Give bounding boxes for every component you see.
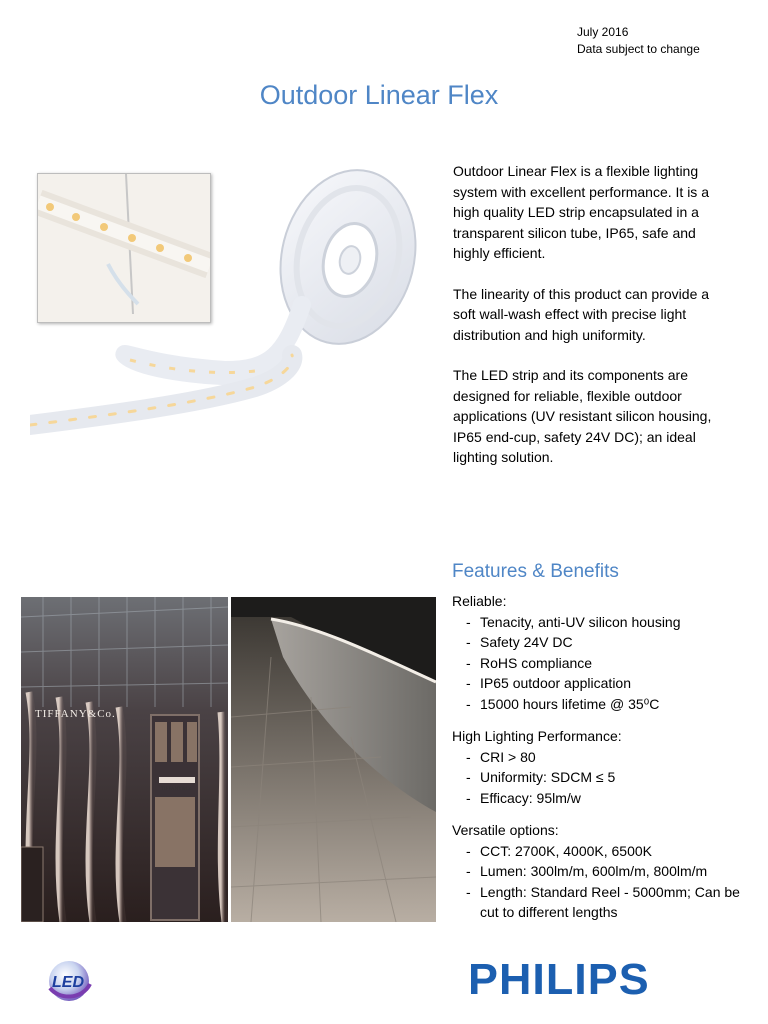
feature-group-versatile bbox=[452, 820, 762, 923]
feature-item: - CRI > 80 bbox=[466, 747, 762, 768]
feature-item: - IP65 outdoor application bbox=[466, 673, 762, 694]
feature-item: - CCT: 2700K, 4000K, 6500K bbox=[466, 841, 762, 862]
feature-group-title: Reliable: bbox=[452, 593, 507, 609]
led-logo-icon bbox=[44, 958, 94, 1004]
features-list bbox=[452, 591, 762, 935]
feature-item: - Lumen: 300lm/m, 600lm/m, 800lm/m bbox=[466, 861, 762, 882]
feature-group-performance bbox=[452, 726, 762, 808]
feature-group-title: High Lighting Performance: bbox=[452, 728, 622, 744]
feature-item: - 15000 hours lifetime @ 35⁰C bbox=[466, 694, 762, 715]
walkway-application-photo bbox=[231, 597, 436, 922]
feature-group-reliable bbox=[452, 591, 762, 714]
document-meta bbox=[577, 24, 700, 58]
feature-item: - Efficacy: 95lm/w bbox=[466, 788, 762, 809]
features-heading: Features & Benefits bbox=[452, 561, 619, 582]
storefront-application-photo bbox=[21, 597, 228, 922]
led-logo-text: LED bbox=[52, 974, 84, 991]
intro-paragraph-2: The linearity of this product can provide a soft wall-wash effect with precise light distribution and high uniformity. bbox=[453, 285, 710, 343]
page-title: Outdoor Linear Flex bbox=[259, 80, 499, 110]
date-label: July 2016 bbox=[577, 25, 629, 39]
feature-item: - Uniformity: SDCM ≤ 5 bbox=[466, 767, 762, 788]
feature-item: - Tenacity, anti-UV silicon housing bbox=[466, 612, 762, 633]
philips-logo: PHILIPS bbox=[468, 955, 650, 1004]
data-notice: Data subject to change bbox=[577, 42, 700, 56]
intro-paragraph-3: The LED strip and its components are designed for reliable, flexible outdoor applications (UV resistant silicon housing, IP65 end-cup, safety 24V DC); an ideal lighting solution. bbox=[453, 367, 712, 465]
product-description bbox=[453, 161, 723, 488]
feature-item: - Length: Standard Reel - 5000mm; Can be cut to different lengths bbox=[466, 882, 762, 923]
led-strip-closeup-image bbox=[37, 173, 211, 323]
storefront-sign-small: TIFFANY&Co. bbox=[161, 787, 193, 792]
feature-item: - RoHS compliance bbox=[466, 653, 762, 674]
intro-paragraph-1: Outdoor Linear Flex is a flexible lighting system with excellent performance. It is a high quality LED strip encapsulated in a transparent silicon tube, IP65, safe and highly efficient. bbox=[453, 163, 709, 261]
feature-group-title: Versatile options: bbox=[452, 822, 559, 838]
feature-item: - Safety 24V DC bbox=[466, 632, 762, 653]
storefront-sign: TIFFANY&Co. bbox=[35, 708, 116, 720]
